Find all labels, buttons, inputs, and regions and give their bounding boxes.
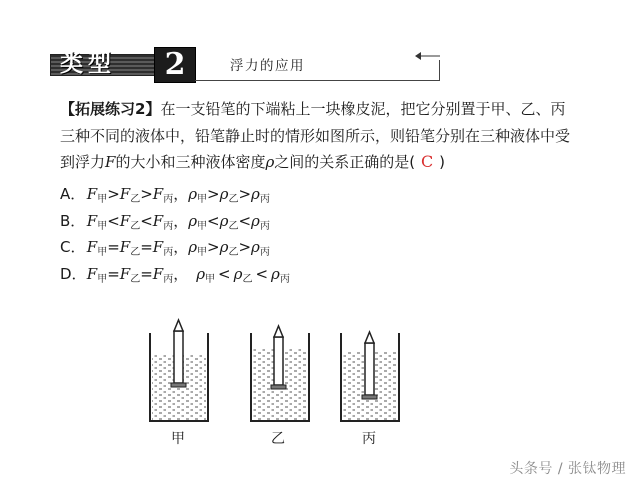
sym-F: F xyxy=(119,185,131,203)
sub-bing: 丙 xyxy=(163,273,174,285)
f-relation: < xyxy=(140,211,153,230)
f-relation: > xyxy=(140,185,153,203)
sub-yi: 乙 xyxy=(228,194,239,205)
separator: ， xyxy=(173,211,189,230)
type-label: 类型 xyxy=(60,51,116,77)
separator: ， xyxy=(173,238,189,256)
sym-rho: ρ xyxy=(219,211,229,230)
sym-rho: ρ xyxy=(188,238,198,256)
option-d[interactable] xyxy=(60,261,290,288)
sub-yi: 乙 xyxy=(130,247,141,258)
f-relation: = xyxy=(107,238,120,256)
option-letter: C． xyxy=(60,238,86,256)
label-bing: 丙 xyxy=(362,431,376,447)
separator: ， xyxy=(173,264,189,283)
options-list xyxy=(60,181,290,287)
sub-yi: 乙 xyxy=(130,273,141,285)
pencil-jia xyxy=(171,320,186,387)
question-text-3c: 之间的关系正确的是( xyxy=(274,153,416,171)
banner-vertical-line xyxy=(439,60,440,81)
separator: ， xyxy=(173,185,189,203)
sub-yi: 乙 xyxy=(130,220,141,232)
question-close-paren: ) xyxy=(439,153,445,171)
f-relation: < xyxy=(107,211,120,230)
sym-rho: ρ xyxy=(188,185,198,203)
sym-F: F xyxy=(119,238,131,256)
sym-F: F xyxy=(152,185,164,203)
question-text-1: 在一支铅笔的下端粘上一块橡皮泥，把它分别置于甲、乙、丙 xyxy=(160,100,566,118)
label-jia: 甲 xyxy=(171,431,185,447)
sym-rho: ρ xyxy=(219,238,229,256)
sym-rho: ρ xyxy=(219,185,229,203)
rho-relation: < xyxy=(207,211,220,230)
sub-yi: 乙 xyxy=(242,273,253,285)
sym-rho: ρ xyxy=(251,185,260,203)
sym-F: F xyxy=(86,264,98,283)
sym-F: F xyxy=(119,264,131,283)
sub-jia: 甲 xyxy=(97,194,108,205)
sym-F: F xyxy=(86,185,98,203)
rho-relation: < xyxy=(255,264,269,283)
sub-jia: 甲 xyxy=(97,247,108,258)
sym-F: F xyxy=(86,211,98,230)
rho-relation: > xyxy=(207,238,220,256)
option-c[interactable] xyxy=(60,234,290,261)
option-b[interactable] xyxy=(60,208,290,235)
question-line-2: 三种不同的液体中，铅笔静止时的情形如图所示，则铅笔分别在三种液体中受 xyxy=(60,126,571,145)
sub-jia: 甲 xyxy=(197,247,208,258)
rho-relation: > xyxy=(207,185,220,203)
beakers-diagram xyxy=(140,315,430,427)
sym-rho: ρ xyxy=(271,264,280,283)
sym-rho: ρ xyxy=(251,211,260,230)
rho-relation: < xyxy=(238,211,252,230)
sub-bing: 丙 xyxy=(259,247,270,258)
sym-rho: ρ xyxy=(233,264,243,283)
rho-relation: < xyxy=(218,264,231,283)
section-title: 浮力的应用 xyxy=(230,58,305,74)
pencil-yi xyxy=(271,326,286,389)
beaker-yi xyxy=(251,326,309,421)
question-block xyxy=(60,96,620,176)
sym-rho: ρ xyxy=(196,264,206,283)
f-relation: = xyxy=(107,264,120,283)
sub-jia: 甲 xyxy=(197,194,208,205)
sub-bing: 丙 xyxy=(163,194,174,205)
rho-relation: > xyxy=(238,185,252,203)
type-number: 2 xyxy=(164,47,186,82)
question-line-1 xyxy=(60,96,620,123)
label-yi: 乙 xyxy=(271,431,285,447)
beaker-figure xyxy=(140,315,430,450)
option-a[interactable] xyxy=(60,181,290,208)
sym-F: F xyxy=(119,211,131,230)
sym-rho: ρ xyxy=(188,211,198,230)
question-tag: 【拓展练习2】 xyxy=(60,100,161,118)
rho-relation: > xyxy=(238,238,252,256)
sym-F: F xyxy=(152,264,164,283)
sym-F: F xyxy=(152,211,164,230)
question-text-3a: 到浮力 xyxy=(60,153,106,171)
watermark: 头条号 / 张钛物理 xyxy=(509,461,626,477)
option-letter: B． xyxy=(60,211,86,230)
f-relation: = xyxy=(140,238,153,256)
sub-yi: 乙 xyxy=(228,247,239,258)
answer-mark: C xyxy=(421,152,434,171)
sym-F: F xyxy=(86,238,98,256)
option-letter: A． xyxy=(60,185,86,203)
beaker-bing xyxy=(341,332,399,421)
pencil-bing xyxy=(362,332,377,399)
question-line-3 xyxy=(60,149,620,176)
sub-jia: 甲 xyxy=(197,220,208,232)
sub-bing: 丙 xyxy=(259,194,270,205)
sub-yi: 乙 xyxy=(228,220,239,232)
symbol-rho: ρ xyxy=(265,153,275,171)
sub-jia: 甲 xyxy=(97,220,108,232)
banner-underline xyxy=(195,80,440,81)
sub-bing: 丙 xyxy=(279,273,290,285)
f-relation: > xyxy=(107,185,120,203)
f-relation: = xyxy=(140,264,153,283)
symbol-F: F xyxy=(105,153,116,171)
sub-bing: 丙 xyxy=(163,220,174,232)
sym-F: F xyxy=(152,238,164,256)
sub-jia: 甲 xyxy=(97,273,108,285)
arrow-left-icon xyxy=(415,50,440,62)
question-text-3b: 的大小和三种液体密度 xyxy=(115,153,266,171)
sub-jia: 甲 xyxy=(205,273,216,285)
sub-bing: 丙 xyxy=(163,247,174,258)
sym-rho: ρ xyxy=(251,238,260,256)
section-banner xyxy=(50,44,445,84)
sub-bing: 丙 xyxy=(259,220,270,232)
beaker-jia xyxy=(150,320,208,421)
sub-yi: 乙 xyxy=(130,194,141,205)
type-number-box xyxy=(154,47,196,83)
option-letter: D． xyxy=(60,264,87,283)
